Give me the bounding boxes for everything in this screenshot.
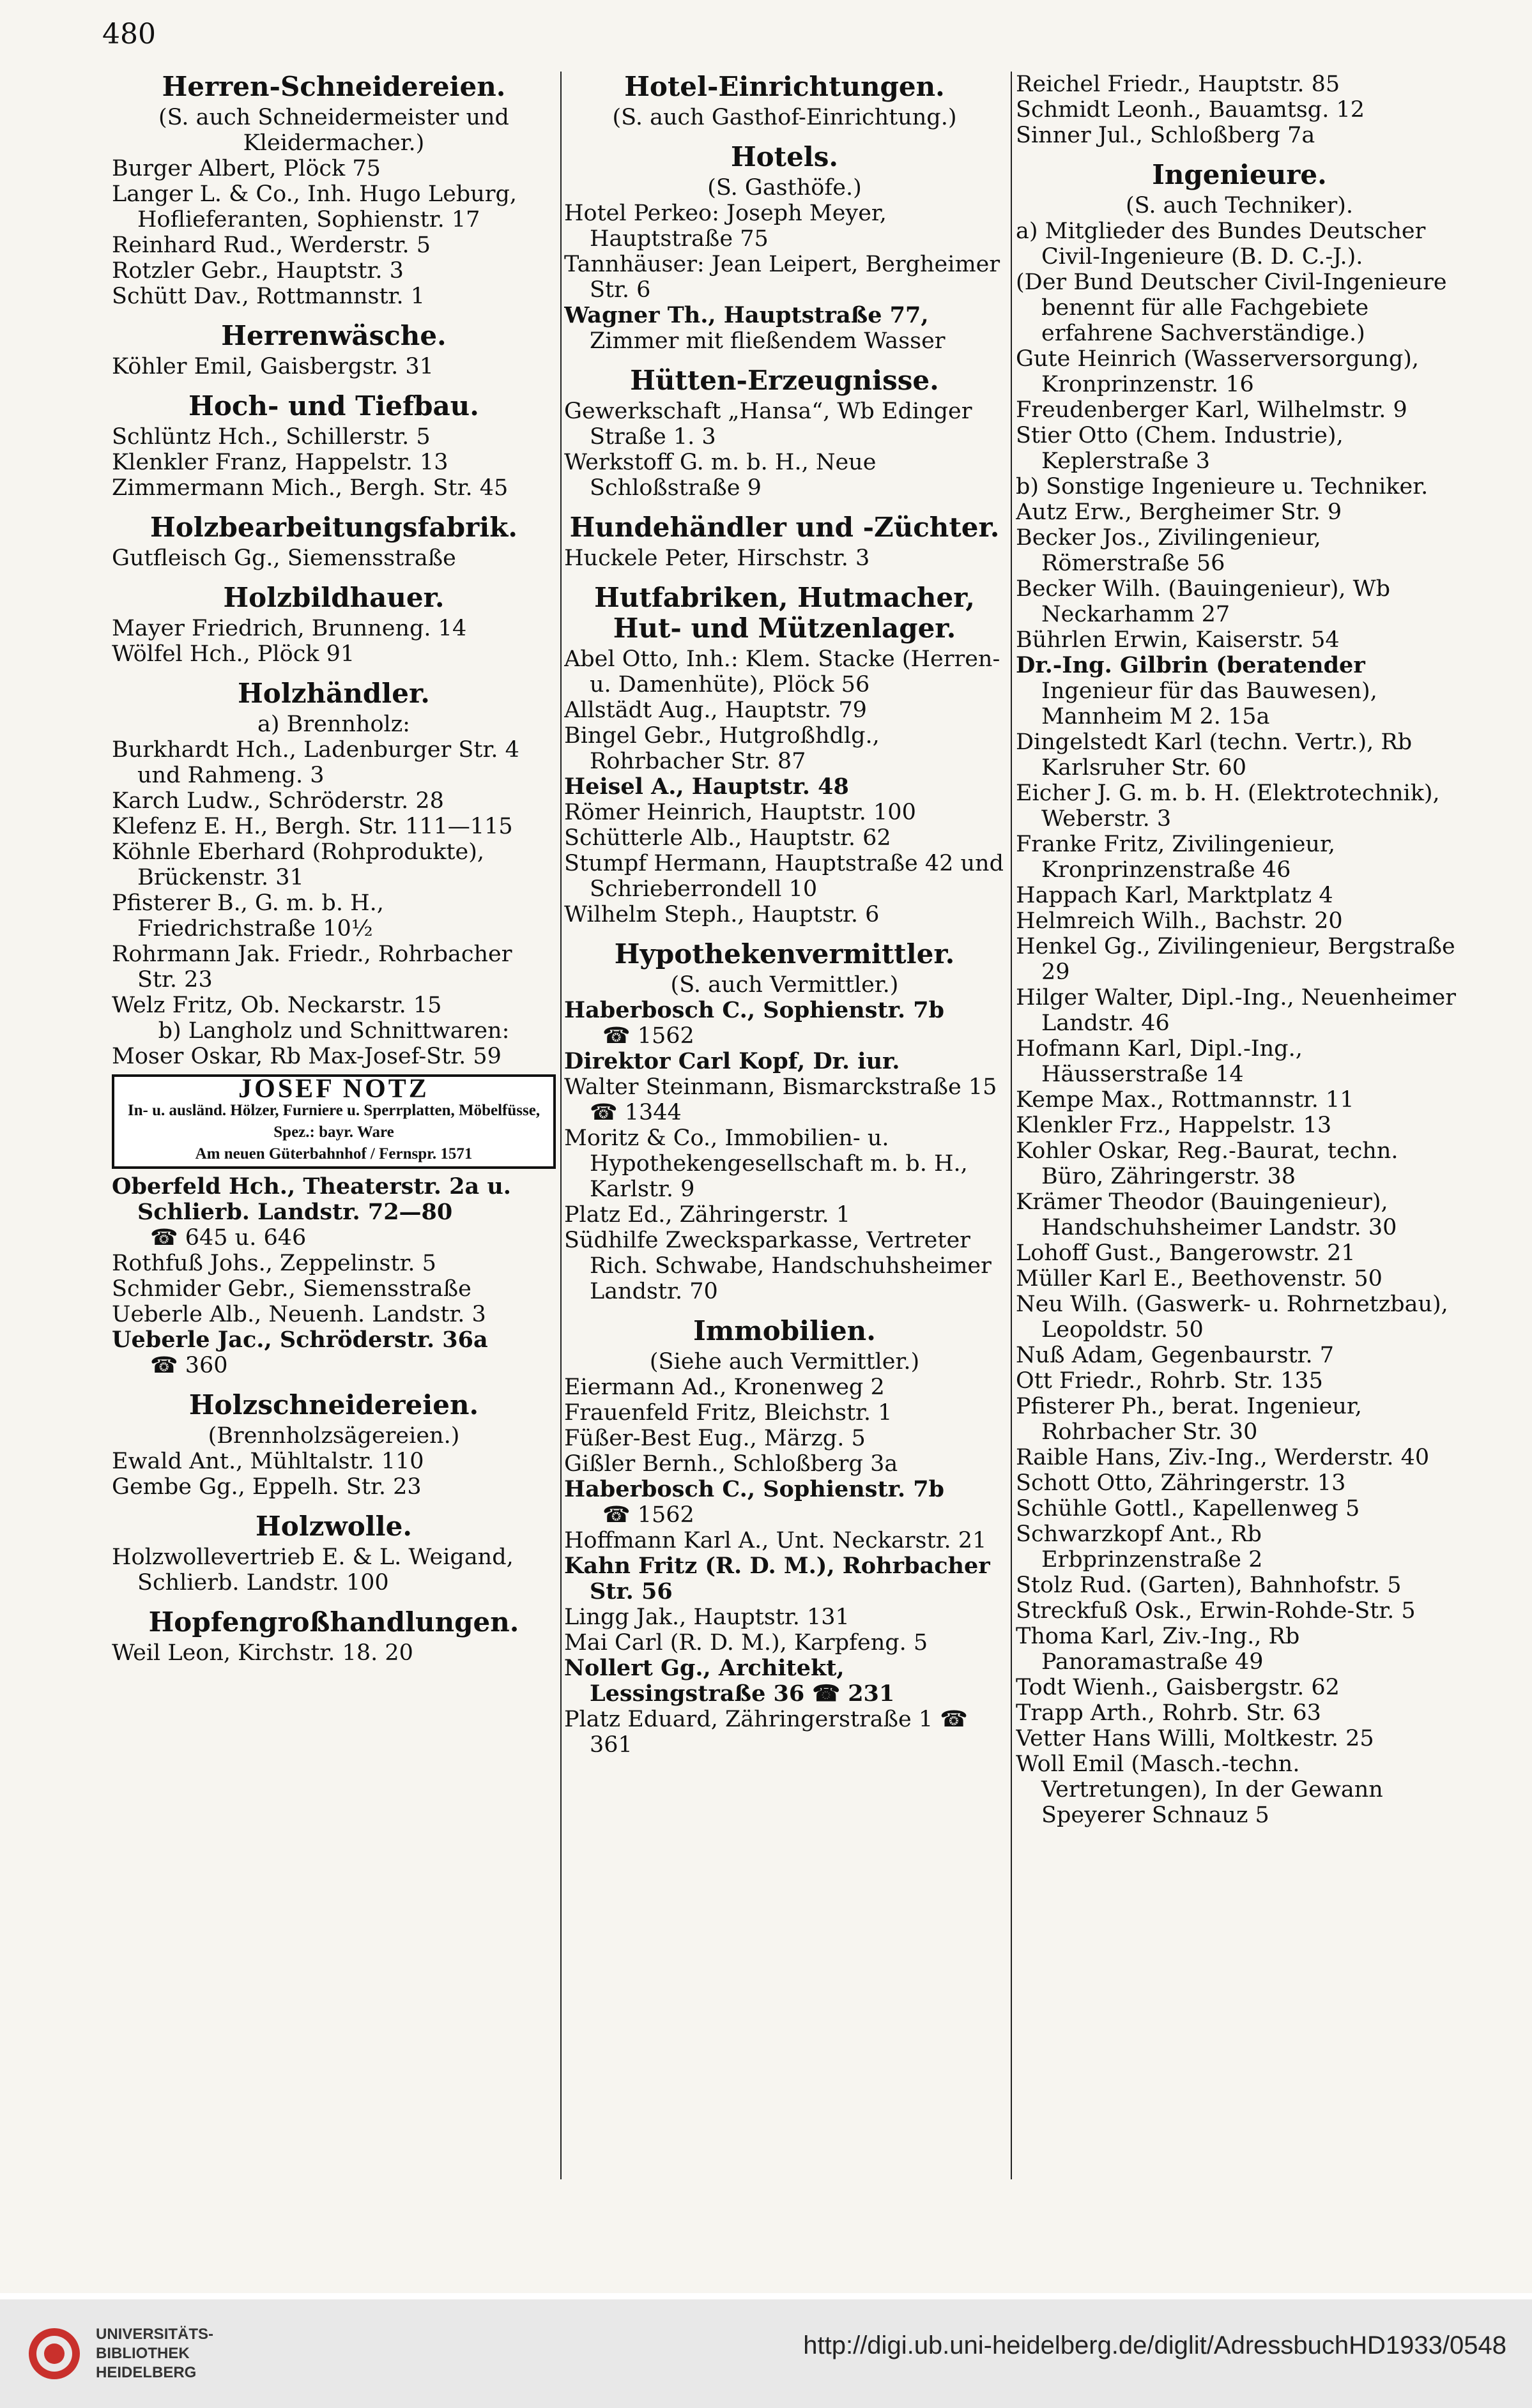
list-item: Franke Fritz, Zivilingenieur, Kronprinzenstraße 46 [1016,832,1335,883]
entry-list [112,1449,556,1500]
list-item: Reinhard Rud., Werderstr. 5 [112,232,431,258]
subsection-label: a) Brennholz: [257,712,410,737]
column-1 [112,72,556,1666]
list-item: Krämer Theodor (Bauingenieur), Handschuhsheimer Landstr. 30 [1016,1189,1397,1240]
section-heading: Herrenwäsche. [221,320,447,351]
list-item: Gembe Gg., Eppelh. Str. 23 [112,1474,422,1500]
entry-list [564,1074,1005,1304]
list-item: Trapp Arth., Rohrb. Str. 63 [1016,1700,1321,1726]
list-item: Henkel Gg., Zivilingenieur, Bergstraße 29 [1016,934,1455,985]
bold-entry: Kahn Fritz (R. D. M.), Rohrbacher Str. 56 [564,1553,990,1604]
section-heading: Hotels. [730,141,839,172]
list-item: Hotel Perkeo: Joseph Meyer, Hauptstraße 75 [564,201,887,252]
list-item: Todt Wienh., Gaisbergstr. 62 [1016,1675,1340,1700]
section-heading: Herren-Schneidereien. [162,72,506,102]
list-item: Römer Heinrich, Hauptstr. 100 [564,800,916,825]
entry-list [112,1251,556,1327]
list-item: Weil Leon, Kirchstr. 18. 20 [112,1640,413,1666]
list-item: Rotzler Gebr., Hauptstr. 3 [112,258,404,284]
entry-list [564,800,1005,927]
column-rule [560,72,562,2179]
list-item: Becker Jos., Zivilingenieur, Römerstraße 56 [1016,525,1321,576]
list-item: Werkstoff G. m. b. H., Neue Schloßstraße 9 [564,450,877,501]
section-note: (S. Gasthöfe.) [707,175,862,201]
list-item: Köhler Emil, Gaisbergstr. 31 [112,354,434,379]
section-note: (S. auch Gasthof-Einrichtung.) [612,105,957,130]
list-item: Platz Eduard, Zähringerstraße 1 ☎ 361 [564,1707,968,1758]
section-heading: Holzbildhauer. [223,582,445,613]
column-rule [1011,72,1012,2179]
entry-list [112,545,556,571]
list-item: Schühle Gottl., Kapellenweg 5 [1016,1496,1360,1521]
list-item: Abel Otto, Inh.: Klem. Stacke (Herren- u. Damenhüte), Plöck 56 [564,646,1000,697]
section-note: (S. auch Vermittler.) [670,972,899,998]
column-2 [564,72,1005,1758]
list-item: Frauenfeld Fritz, Bleichstr. 1 [564,1400,892,1426]
list-item: Freudenberger Karl, Wilhelmstr. 9 [1016,397,1407,423]
section-heading: Hutfabriken, Hutmacher, Hut- und Mützenlager. [594,582,975,644]
entry-list [564,1604,1005,1656]
list-item: Happach Karl, Marktplatz 4 [1016,883,1333,908]
entry-list [564,1528,1005,1553]
footer-bar [0,2299,1532,2408]
list-item: Rothfuß Johs., Zeppelinstr. 5 [112,1251,436,1276]
list-item: Mai Carl (R. D. M.), Karpfeng. 5 [564,1630,928,1656]
subsection-label: a) Mitglieder des Bundes Deutscher Civil-Ingenieure (B. D. C.-J.). [1016,218,1426,270]
list-item: Becker Wilh. (Bauingenieur), Wb Neckarhamm 27 [1016,576,1390,627]
list-item: Moritz & Co., Immobilien- u. Hypothekengesellschaft m. b. H., Karlstr. 9 [564,1125,968,1202]
column-3 [1016,72,1463,1828]
entry-list [1016,499,1463,653]
list-item: Klenkler Franz, Happelstr. 13 [112,450,448,475]
entry-list [112,1640,556,1666]
section-note: (Siehe auch Vermittler.) [649,1349,920,1375]
entry-list [112,424,556,501]
list-item: Kohler Oskar, Reg.-Baurat, techn. Büro, Zähringerstr. 38 [1016,1138,1398,1189]
list-item: Pfisterer B., G. m. b. H., Friedrichstraße 10½ [112,890,384,941]
advertisement-box [112,1074,556,1169]
list-item: Hoffmann Karl A., Unt. Neckarstr. 21 [564,1528,987,1553]
entry-list [564,201,1005,303]
list-item: Gutfleisch Gg., Siemensstraße [112,545,456,571]
entry-list [564,1375,1005,1477]
list-item: Ueberle Alb., Neuenh. Landstr. 3 [112,1302,486,1327]
section-heading: Holzbearbeitungsfabrik. [150,512,517,543]
list-item: Tannhäuser: Jean Leipert, Bergheimer Str. 6 [564,252,1000,303]
list-item: Schott Otto, Zähringerstr. 13 [1016,1470,1346,1496]
list-item: Gißler Bernh., Schloßberg 3a [564,1451,898,1477]
list-item: Reichel Friedr., Hauptstr. 85 [1016,72,1340,97]
ad-name: JOSEF NOTZ [238,1074,429,1104]
section-heading: Ingenieure. [1152,159,1327,190]
list-item: Walter Steinmann, Bismarckstraße 15 ☎ 1344 [564,1074,997,1125]
section-heading: Holzschneidereien. [188,1389,479,1421]
list-item: Raible Hans, Ziv.-Ing., Werderstr. 40 [1016,1445,1430,1470]
bold-entry: Haberbosch C., Sophienstr. 7b [564,1476,945,1502]
list-item: Pfisterer Ph., berat. Ingenieur, Rohrbacher Str. 30 [1016,1394,1362,1445]
list-item: Wilhelm Steph., Hauptstr. 6 [564,902,880,927]
university-seal-icon [26,2322,83,2386]
subsection-label: b) Sonstige Ingenieure u. Techniker. [1016,474,1429,499]
list-item: Platz Ed., Zähringerstr. 1 [564,1202,851,1228]
entry-list [112,616,556,667]
entry-list [564,1707,1005,1758]
list-item: Moser Oskar, Rb Max-Josef-Str. 59 [112,1044,502,1069]
entry-list [112,354,556,379]
list-item: Klenkler Frz., Happelstr. 13 [1016,1113,1332,1138]
section-heading: Hotel-Einrichtungen. [624,72,945,102]
list-item: Sinner Jul., Schloßberg 7a [1016,123,1315,148]
list-item: Lohoff Gust., Bangerowstr. 21 [1016,1240,1356,1266]
list-item: Huckele Peter, Hirschstr. 3 [564,545,870,571]
bold-entry: Haberbosch C., Sophienstr. 7b [564,997,945,1023]
list-item: Südhilfe Zwecksparkasse, Vertreter Rich. Schwabe, Handschuhsheimer Landstr. 70 [564,1228,992,1304]
list-item: Bührlen Erwin, Kaiserstr. 54 [1016,627,1340,653]
list-item: Müller Karl E., Beethovenstr. 50 [1016,1266,1383,1292]
section-heading: Hütten-Erzeugnisse. [630,365,939,396]
list-item: Autz Erw., Bergheimer Str. 9 [1016,499,1342,525]
source-url-link[interactable]: http://digi.ub.uni-heidelberg.de/diglit/AdressbuchHD1933/0548 [803,2331,1506,2359]
ad-line: In- u. ausländ. Hölzer, Furniere u. Sperrplatten, Möbelfüsse, Spez.: bayr. Ware [127,1102,540,1141]
list-item: Burger Albert, Plöck 75 [112,156,381,181]
ad-line: Am neuen Güterbahnhof / Fernspr. 1571 [195,1145,473,1162]
logo-line: HEIDELBERG [96,2364,197,2381]
section-heading: Hypothekenvermittler. [614,938,955,970]
list-item: Neu Wilh. (Gaswerk- u. Rohrnetzbau), Leopoldstr. 50 [1016,1292,1448,1343]
entry-list [1016,346,1463,474]
entry-list [564,545,1005,571]
phone-number: ☎ 1562 [602,1502,694,1528]
bold-entry: Heisel A., Hauptstr. 48 [564,773,849,800]
list-item: Kempe Max., Rottmannstr. 11 [1016,1087,1354,1113]
subsection-label: b) Langholz und Schnittwaren: [158,1018,510,1044]
list-item: Karch Ludw., Schröderstr. 28 [112,788,444,814]
list-item: Hilger Walter, Dipl.-Ing., Neuenheimer Landstr. 46 [1016,985,1456,1036]
list-item: Schütt Dav., Rottmannstr. 1 [112,284,425,309]
section-heading: Immobilien. [693,1315,876,1346]
list-item: Stier Otto (Chem. Industrie), Keplerstraße 3 [1016,423,1344,474]
phone-number: ☎ 360 [150,1353,228,1378]
list-item: Schwarzkopf Ant., Rb Erbprinzenstraße 2 [1016,1521,1263,1573]
entry-list [112,1044,556,1069]
logo-line: UNIVERSITÄTS- [96,2326,214,2343]
entry-list [564,399,1005,501]
section-heading: Hundehändler und -Züchter. [569,512,1000,543]
list-item: Welz Fritz, Ob. Neckarstr. 15 [112,993,442,1018]
list-item: Woll Emil (Masch.-techn. Vertretungen), In der Gewann Speyerer Schnauz 5 [1016,1751,1383,1828]
list-item: Helmreich Wilh., Bachstr. 20 [1016,908,1343,934]
list-item: Allstädt Aug., Hauptstr. 79 [564,697,867,723]
list-item: Mayer Friedrich, Brunneng. 14 [112,616,467,641]
list-item: Eiermann Ad., Kronenweg 2 [564,1375,885,1400]
list-item: Langer L. & Co., Inh. Hugo Leburg, Hoflieferanten, Sophienstr. 17 [112,181,517,232]
list-item: Streckfuß Osk., Erwin-Rohde-Str. 5 [1016,1598,1416,1624]
bold-entry: Direktor Carl Kopf, Dr. iur. [564,1048,900,1074]
section-note: (Brennholzsägereien.) [208,1423,460,1449]
list-item: Schmider Gebr., Siemensstraße [112,1276,471,1302]
list-item: Ott Friedr., Rohrb. Str. 135 [1016,1368,1323,1394]
list-item: Ewald Ant., Mühltalstr. 110 [112,1449,424,1474]
list-item: Schlüntz Hch., Schillerstr. 5 [112,424,431,450]
list-item: Dingelstedt Karl (techn. Vertr.), Rb Karlsruher Str. 60 [1016,729,1413,781]
entry-note: Ingenieur für das Bauwesen), Mannheim M 2. 15a [1041,678,1377,729]
bold-entry: Wagner Th., Hauptstraße 77, [564,302,929,328]
list-item: Wölfel Hch., Plöck 91 [112,641,355,667]
section-note: (S. auch Techniker). [1126,193,1353,218]
entry-list [112,737,556,1018]
entry-list [1016,72,1463,148]
list-item: Gewerkschaft „Hansa“, Wb Edinger Straße 1. 3 [564,399,972,450]
list-item: Stumpf Hermann, Hauptstraße 42 und Schrieberrondell 10 [564,851,1004,902]
list-item: Zimmermann Mich., Bergh. Str. 45 [112,475,509,501]
list-item: Holzwollevertrieb E. & L. Weigand, Schlierb. Landstr. 100 [112,1544,514,1596]
list-item: Rohrmann Jak. Friedr., Rohrbacher Str. 23 [112,941,512,993]
bold-entry: Dr.-Ing. Gilbrin (beratender [1016,652,1365,678]
list-item: Gute Heinrich (Wasserversorgung), Kronprinzenstr. 16 [1016,346,1420,397]
list-item: Bingel Gebr., Hutgroßhdlg., Rohrbacher Str. 87 [564,723,880,774]
list-item: Stolz Rud. (Garten), Bahnhofstr. 5 [1016,1573,1402,1598]
list-item: Schütterle Alb., Hauptstr. 62 [564,825,891,851]
list-item: Klefenz E. H., Bergh. Str. 111—115 [112,814,513,839]
page-number: 480 [102,18,156,50]
entry-list [564,646,1005,774]
list-item: Burkhardt Hch., Ladenburger Str. 4 und Rahmeng. 3 [112,737,519,788]
entry-list [112,1544,556,1596]
entry-list [112,156,556,309]
list-item: Köhnle Eberhard (Rohprodukte), Brückenstr. 31 [112,839,485,890]
section-heading: Holzwolle. [256,1511,412,1542]
library-logo-text [96,2325,213,2382]
list-item: Hofmann Karl, Dipl.-Ing., Häusserstraße 14 [1016,1036,1303,1087]
phone-number: ☎ 1562 [602,1023,694,1049]
list-item: Eicher J. G. m. b. H. (Elektrotechnik), Weberstr. 3 [1016,781,1440,832]
section-heading: Hoch- und Tiefbau. [188,390,479,422]
entry-list [1016,729,1463,1828]
list-item: Thoma Karl, Ziv.-Ing., Rb Panoramastraße 49 [1016,1624,1300,1675]
section-heading: Holzhändler. [238,678,430,709]
section-note: (Der Bund Deutscher Civil-Ingenieure benennt für alle Fachgebiete erfahrene Sachverständige.) [1016,270,1447,346]
list-item: Füßer-Best Eug., Märzg. 5 [564,1426,866,1451]
list-item: Schmidt Leonh., Bauamtsg. 12 [1016,97,1365,123]
bold-entry: Ueberle Jac., Schröderstr. 36a [112,1327,488,1353]
bold-entry: Oberfeld Hch., Theaterstr. 2a u. Schlierb. Landstr. 72—80 [112,1173,511,1225]
section-note: (S. auch Schneidermeister und Kleidermacher.) [158,105,509,156]
logo-line: BIBLIOTHEK [96,2345,190,2362]
section-heading: Hopfengroßhandlungen. [148,1606,519,1638]
bold-entry: Nollert Gg., Architekt, Lessingstraße 36 ☎ 231 [564,1655,895,1707]
list-item: Vetter Hans Willi, Moltkestr. 25 [1016,1726,1374,1751]
phone-number: ☎ 645 u. 646 [150,1225,307,1251]
list-item: Lingg Jak., Hauptstr. 131 [564,1604,850,1630]
entry-note: Zimmer mit fließendem Wasser [590,328,946,354]
list-item: Nuß Adam, Gegenbaurstr. 7 [1016,1343,1334,1368]
